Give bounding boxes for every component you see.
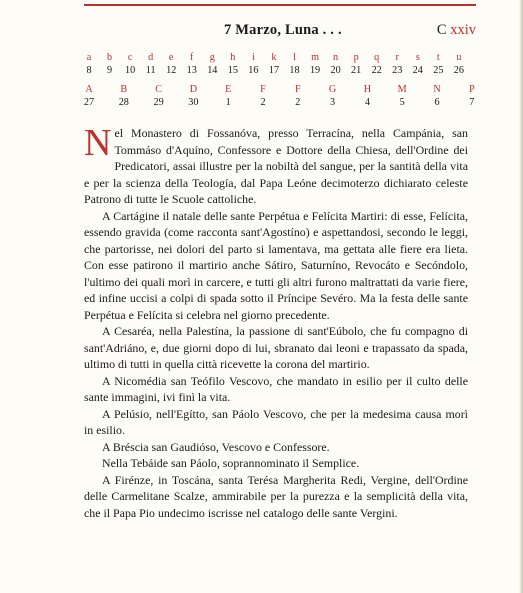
- paragraph-teofilo: A Nicomédia san Teófilo Vescovo, che mandato in esilio per il culto delle sante immagini, ivi finì la vita.: [84, 373, 468, 404]
- day-heading: 7 Marzo, Luna . . .: [224, 22, 342, 38]
- cycle-roman-number: xxiv: [450, 22, 476, 38]
- paragraph-teresa: A Firénze, in Toscána, santa Terésa Margherita Redi, Vergine, dell'Ordine delle Carmelitane Scalze, ammirabile per la purezza e la semplicità della vita, che il Papa Pio undecimo iscrisse nel catalogo delle sante Vergini.: [84, 472, 468, 520]
- calendar-cell: 30: [188, 97, 199, 108]
- calendar-cell: G: [328, 84, 337, 95]
- calendar-cell: F: [294, 84, 301, 95]
- page-header: [84, 22, 476, 42]
- calendar-cell: g: [209, 52, 215, 63]
- calendar-cell: 27: [83, 97, 95, 108]
- calendar-cell: 24: [412, 65, 423, 76]
- martyrology-text: [84, 122, 468, 521]
- calendar-cell: N: [433, 84, 441, 95]
- calendar-cell: F: [260, 84, 266, 95]
- cycle-letter: C: [436, 22, 451, 38]
- calendar-cell: 23: [392, 65, 403, 76]
- calendar-cell: h: [230, 52, 236, 63]
- calendar-table-lower: [84, 52, 467, 78]
- calendar-cell: 17: [268, 65, 280, 76]
- calendar-cell: s: [415, 52, 420, 63]
- calendar-cell: P: [468, 84, 475, 95]
- calendar-cell: 15: [227, 65, 238, 76]
- calendar-cell: 2: [260, 97, 266, 108]
- calendar-cell: 19: [309, 65, 321, 76]
- paragraph-perpetua: A Cartágine il natale delle sante Perpétua e Felícita Martiri: di esse, Felícita, essendo gravida (come racconta sant'Agostíno) e aspettandosi, secondo le leggi, che partorisse, nei dolori del parto si lamentava, ma gettata alle fiere era lieta. Con esse patirono il martirio anche Sátiro, Saturníno, Revocáto e Secóndolo, l'ultimo dei quali morì in carcere, e tutti gli altri furono maltrattati da varie fiere, ed infine uccisi a colpi di spada sotto il Príncipe Sevéro. Ma la festa delle sante Perpétua e Felícita si celebra nel giorno precedente.: [84, 208, 468, 322]
- calendar-cell: 3: [330, 97, 336, 108]
- calendar-cell: 11: [145, 65, 156, 76]
- calendar-cell: E: [225, 84, 232, 95]
- calendar-cell: 12: [166, 65, 177, 76]
- calendar-cell: D: [189, 84, 198, 95]
- calendar-cell: p: [353, 52, 359, 63]
- calendar-cell: 13: [186, 65, 197, 76]
- calendar-cell: 7: [469, 97, 475, 108]
- calendar-upper-letters: [84, 84, 475, 97]
- calendar-cell: 6: [434, 97, 440, 108]
- calendar-cell: 21: [351, 65, 362, 76]
- calendar-cell: H: [363, 84, 372, 95]
- calendar-cell: B: [120, 84, 128, 95]
- calendar-table-upper: [83, 84, 475, 110]
- calendar-cell: l: [293, 52, 296, 63]
- calendar-cell: 25: [433, 65, 444, 76]
- calendar-cell: q: [374, 52, 380, 63]
- calendar-cell: A: [85, 84, 93, 95]
- calendar-cell: 16: [248, 65, 259, 76]
- calendar-cell: m: [311, 52, 320, 63]
- calendar-upper-numbers: [83, 97, 475, 110]
- paragraph-paolo-semplice: Nella Tebáide san Páolo, soprannominato il Semplice.: [102, 456, 360, 470]
- calendar-lower-numbers: [84, 65, 467, 78]
- calendar-cell: a: [86, 52, 92, 63]
- paragraph-tommaso: [84, 122, 468, 208]
- calendar-cell: b: [107, 52, 113, 63]
- calendar-cell: C: [155, 84, 162, 95]
- calendar-cell: n: [333, 52, 339, 63]
- calendar-cell: 26: [453, 65, 464, 76]
- calendar-cell: r: [395, 52, 399, 63]
- calendar-cell: 20: [330, 65, 341, 76]
- calendar-cell: i: [251, 52, 255, 63]
- calendar-cell: u: [456, 52, 462, 63]
- calendar-cell: e: [168, 52, 174, 63]
- calendar-cell: d: [148, 52, 154, 63]
- paragraph-tommaso-text: el Monastero di Fossanóva, presso Terracína, nella Campánia, san Tommáso d'Aquíno, Confessore e Dottore della Chiesa, dell'Ordine dei Predicatori, assai illustre per la nobiltà del sangue, per la santità della vita e per la scienza della Teología, dal Papa Leóne decimoterzo dichiarato celeste Patrono di tutte le Scuole cattoliche.: [84, 126, 468, 206]
- paragraph-paolo-pelusio: A Pelúsio, nell'Egítto, san Páolo Vescovo, che per la medesima causa morì in esilio.: [84, 406, 468, 437]
- calendar-lower-letters: [84, 52, 467, 65]
- calendar-cell: 9: [107, 65, 113, 76]
- calendar-cell: 14: [207, 65, 218, 76]
- calendar-cell: 22: [371, 65, 382, 76]
- calendar-cell: k: [271, 52, 277, 63]
- calendar-cell: 10: [125, 65, 136, 76]
- calendar-cell: 5: [399, 97, 405, 108]
- page-edge-shadow: [519, 0, 523, 593]
- calendar-cell: 29: [153, 97, 164, 108]
- calendar-cell: 2: [295, 97, 301, 108]
- calendar-cell: c: [127, 52, 133, 63]
- calendar-cell: t: [436, 52, 440, 63]
- calendar-cell: 18: [289, 65, 300, 76]
- calendar-cell: 8: [86, 65, 92, 76]
- paragraph-eubolo: A Cesaréa, nella Palestína, la passione di sant'Eúbolo, che fu compagno di sant'Adriáno, e, due giorni dopo di lui, sbranato dai leoni e trapassato da spada, ultimo di tutti in quella città ricevette la corona del martirio.: [84, 324, 468, 371]
- calendar-cell: 28: [118, 97, 129, 108]
- calendar-cell: f: [190, 52, 194, 63]
- calendar-cell: 4: [364, 97, 370, 108]
- paragraph-gaudioso: A Bréscia san Gaudióso, Vescovo e Confessore.: [102, 439, 330, 454]
- calendar-cell: M: [397, 84, 407, 95]
- top-rule: [84, 4, 476, 6]
- drop-cap: N: [84, 122, 112, 164]
- cycle-marker: [437, 22, 476, 39]
- calendar-cell: 1: [225, 97, 231, 108]
